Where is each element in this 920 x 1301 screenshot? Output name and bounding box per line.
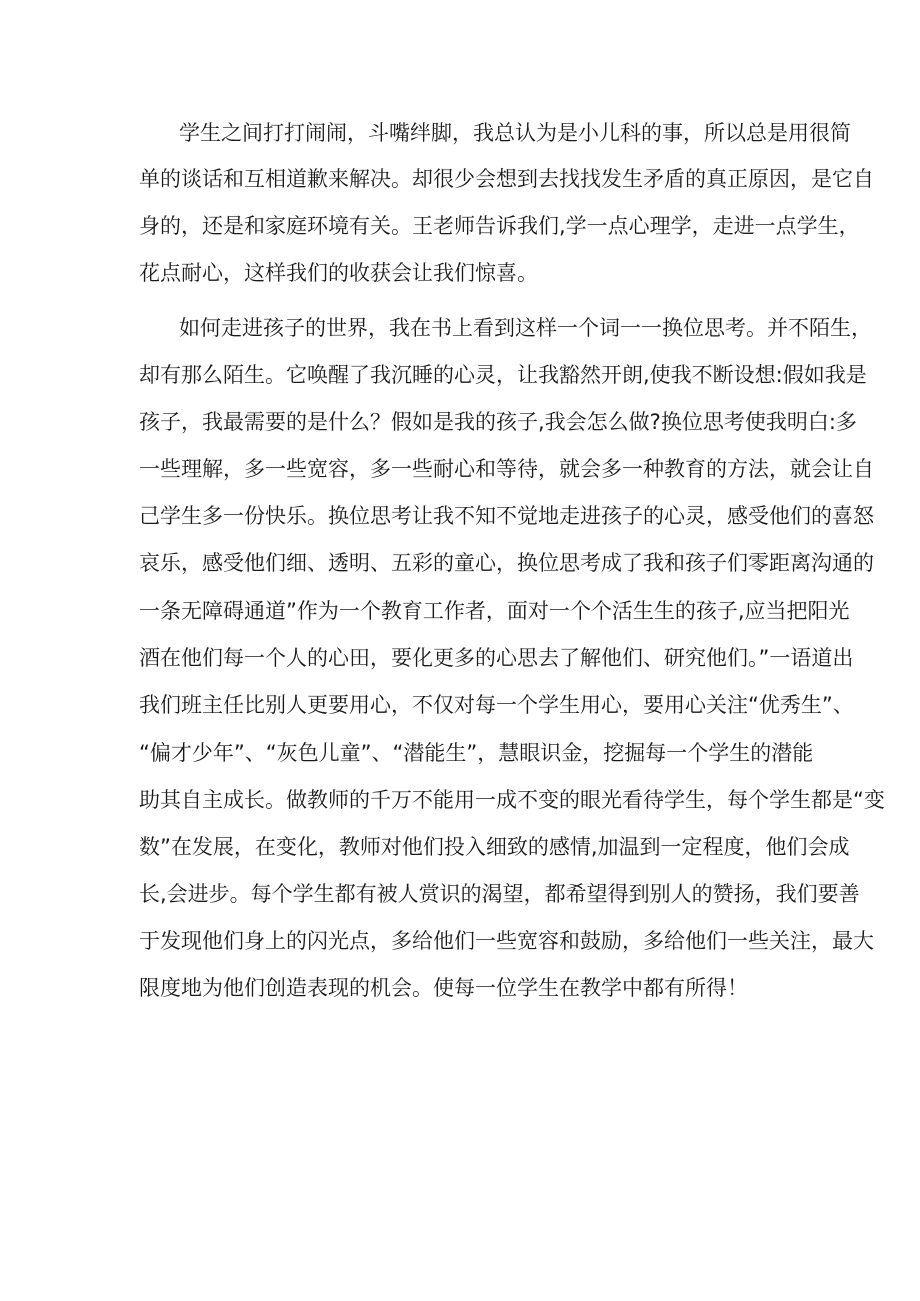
paragraph-2-line-15: 限度地为他们创造表现的机会。使每一位学生在教学中都有所得！ [139, 976, 748, 1000]
paragraph-2-line-9: 我们班主任比别人更要用心，不仅对每一个学生用心，要用心关注“优秀生”、 [139, 693, 854, 717]
paragraph-2-line-8: 酒在他们每一个人的心田，要化更多的心思去了解他们、研究他们。”一语道出 [139, 646, 854, 670]
paragraph-2-line-5: 己学生多一份快乐。换位思考让我不知不觉地走进孩子的心灵，感受他们的喜怒 [139, 504, 874, 528]
paragraph-1-line-2: 单的谈话和互相道歉来解决。却很少会想到去找找发生矛盾的真正原因，是它自 [139, 167, 874, 191]
paragraph-2-line-14: 于发现他们身上的闪光点，多给他们一些宽容和鼓励，多给他们一些关注，最大 [139, 929, 874, 953]
paragraph-2-line-2: 却有那么陌生。它唤醒了我沉睡的心灵，让我豁然开朗,使我不断设想:假如我是 [139, 363, 867, 387]
paragraph-2-line-13: 长,会进步。每个学生都有被人赏识的渴望，都希望得到别人的赞扬，我们要善 [139, 882, 860, 906]
paragraph-2-line-6: 哀乐，感受他们细、透明、五彩的童心，换位思考成了我和孩子们零距离沟通的 [139, 551, 874, 575]
paragraph-2-line-10: “偏才少年”、“灰色儿童”、“潜能生”，慧眼识金，挖掘每一个学生的潜能 [139, 741, 814, 765]
paragraph-2-line-11: 助其自主成长。做教师的千万不能用一成不变的眼光看待学生，每个学生都是“变 [139, 788, 885, 812]
paragraph-2-line-7: 一条无障碍通道”作为一个教育工作者，面对一个个活生生的孩子,应当把阳光 [139, 599, 850, 623]
paragraph-2-line-3: 孩子，我最需要的是什么？假如是我的孩子,我会怎么做?换位思考使我明白:多 [139, 410, 857, 434]
paragraph-1-line-3: 身的，还是和家庭环境有关。王老师告诉我们,学一点心理学，走进一点学生， [139, 214, 860, 238]
paragraph-2-line-4: 一些理解，多一些宽容，多一些耐心和等待，就会多一种教育的方法，就会让自 [139, 457, 874, 481]
paragraph-1-line-1: 学生之间打打闹闹，斗嘴绊脚，我总认为是小儿科的事，所以总是用很简 [179, 121, 851, 145]
paragraph-2-line-1: 如何走进孩子的世界，我在书上看到这样一个词一一换位思考。并不陌生， [179, 316, 872, 340]
paragraph-2-line-12: 数”在发展，在变化，教师对他们投入细致的感情,加温到一定程度，他们会成 [139, 835, 850, 859]
paragraph-1-line-4: 花点耐心，这样我们的收获会让我们惊喜。 [139, 261, 538, 285]
